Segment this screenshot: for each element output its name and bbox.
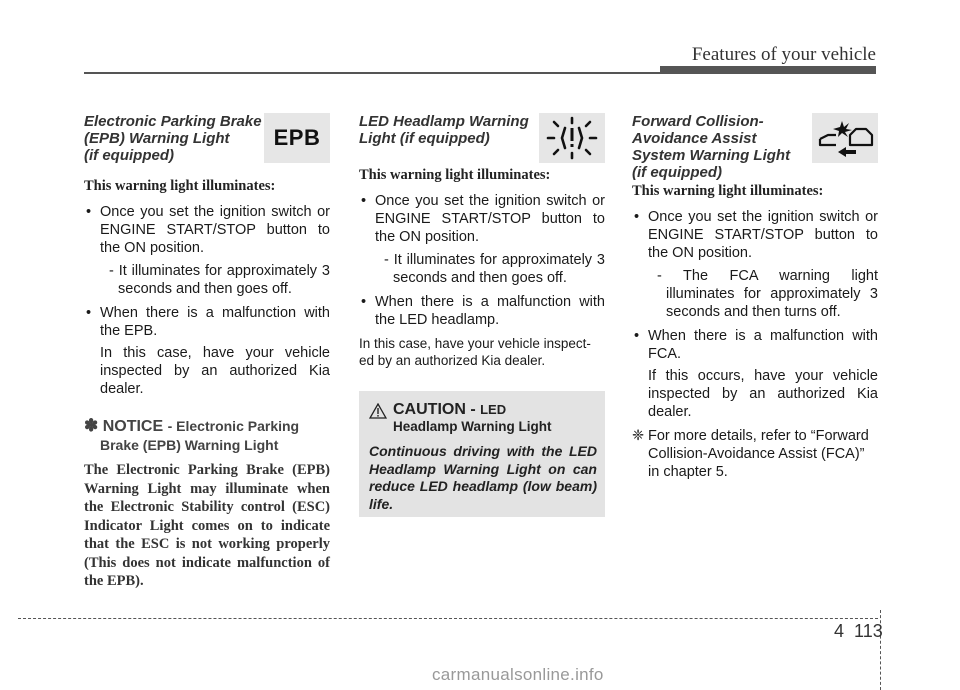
epb-warning-icon: EPB [264, 113, 330, 163]
notice-box: ✽ NOTICE - Electronic Parking Brake (EPB) Warning Light The Electronic Parking Brake (EPB) Warning Light may illuminate when the Electronic Stability control (ESC) Indicator Light comes on to indicate that the ESC is not working properly (This does not indicate malfunction of the EPB). [84, 416, 330, 589]
page-header-title: Features of your vehicle [691, 44, 876, 65]
watermark: carmanualsonline.info [432, 665, 604, 684]
list-item: • Once you set the ignition switch or ENGINE START/STOP button to the ON position. - The FCA warning light illuminates for approximately 3 seconds and then turns off. [632, 208, 878, 321]
intro-text: This warning light illuminates: [84, 178, 276, 194]
section-title: Electronic Parking Brake (EPB) Warning Light (if equipped) [84, 113, 262, 164]
reference-icon: ❈ [632, 428, 645, 444]
chapter-reference: ❈ For more details, refer to “Forward Collision-Avoidance Assist (FCA)” in chapter 5. [632, 428, 869, 480]
intro-text: This warning light illuminates: [359, 167, 551, 183]
caution-body: Continuous driving with the LED Headlamp Warning Light on can reduce LED headlamp (low beam) life. [369, 443, 597, 512]
section-title: LED Headlamp Warning Light (if equipped) [359, 113, 529, 147]
led-headlamp-warning-icon [539, 113, 605, 163]
fca-section [632, 113, 878, 481]
epb-section [84, 113, 330, 591]
list-item: • Once you set the ignition switch or ENGINE START/STOP button to the ON position. - It illuminates for approximately 3 seconds and then goes off. [359, 192, 605, 287]
led-headlamp-section [359, 113, 605, 517]
header-rule [84, 72, 876, 74]
footer-rule [18, 618, 878, 619]
list-item: • Once you set the ignition switch or ENGINE START/STOP button to the ON position. - It illuminates for approximately 3 seconds and then goes off. [84, 203, 330, 298]
notice-body: The Electronic Parking Brake (EPB) Warning Light may illuminate when the Electronic Stability control (ESC) Indicator Light comes on to indicate that the ESC is not working properly (This does not indicate malfunction of the EPB). [84, 462, 330, 589]
caution-box: CAUTION - LED Headlamp Warning Light Continuous driving with the LED Headlamp Warning Light on can reduce LED headlamp (low beam) life. [359, 391, 605, 517]
list-item: • When there is a malfunction with FCA. If this occurs, have your vehicle inspected by an authorized Kia dealer. [632, 327, 878, 421]
forward-collision-warning-icon [812, 113, 878, 163]
warning-triangle-icon [369, 403, 387, 419]
section-title: Forward Collision- Avoidance Assist System Warning Light (if equipped) [632, 113, 791, 181]
page-number: 4 113 [834, 621, 883, 641]
list-item: • When there is a malfunction with the EPB. In this case, have your vehicle inspected by an authorized Kia dealer. [84, 304, 330, 398]
notice-icon: ✽ [84, 416, 99, 435]
dealer-note: In this case, have your vehicle inspect-ed by an authorized Kia dealer. [359, 336, 591, 368]
intro-text: This warning light illuminates: [632, 183, 824, 199]
list-item: • When there is a malfunction with the LED headlamp. [359, 293, 605, 329]
